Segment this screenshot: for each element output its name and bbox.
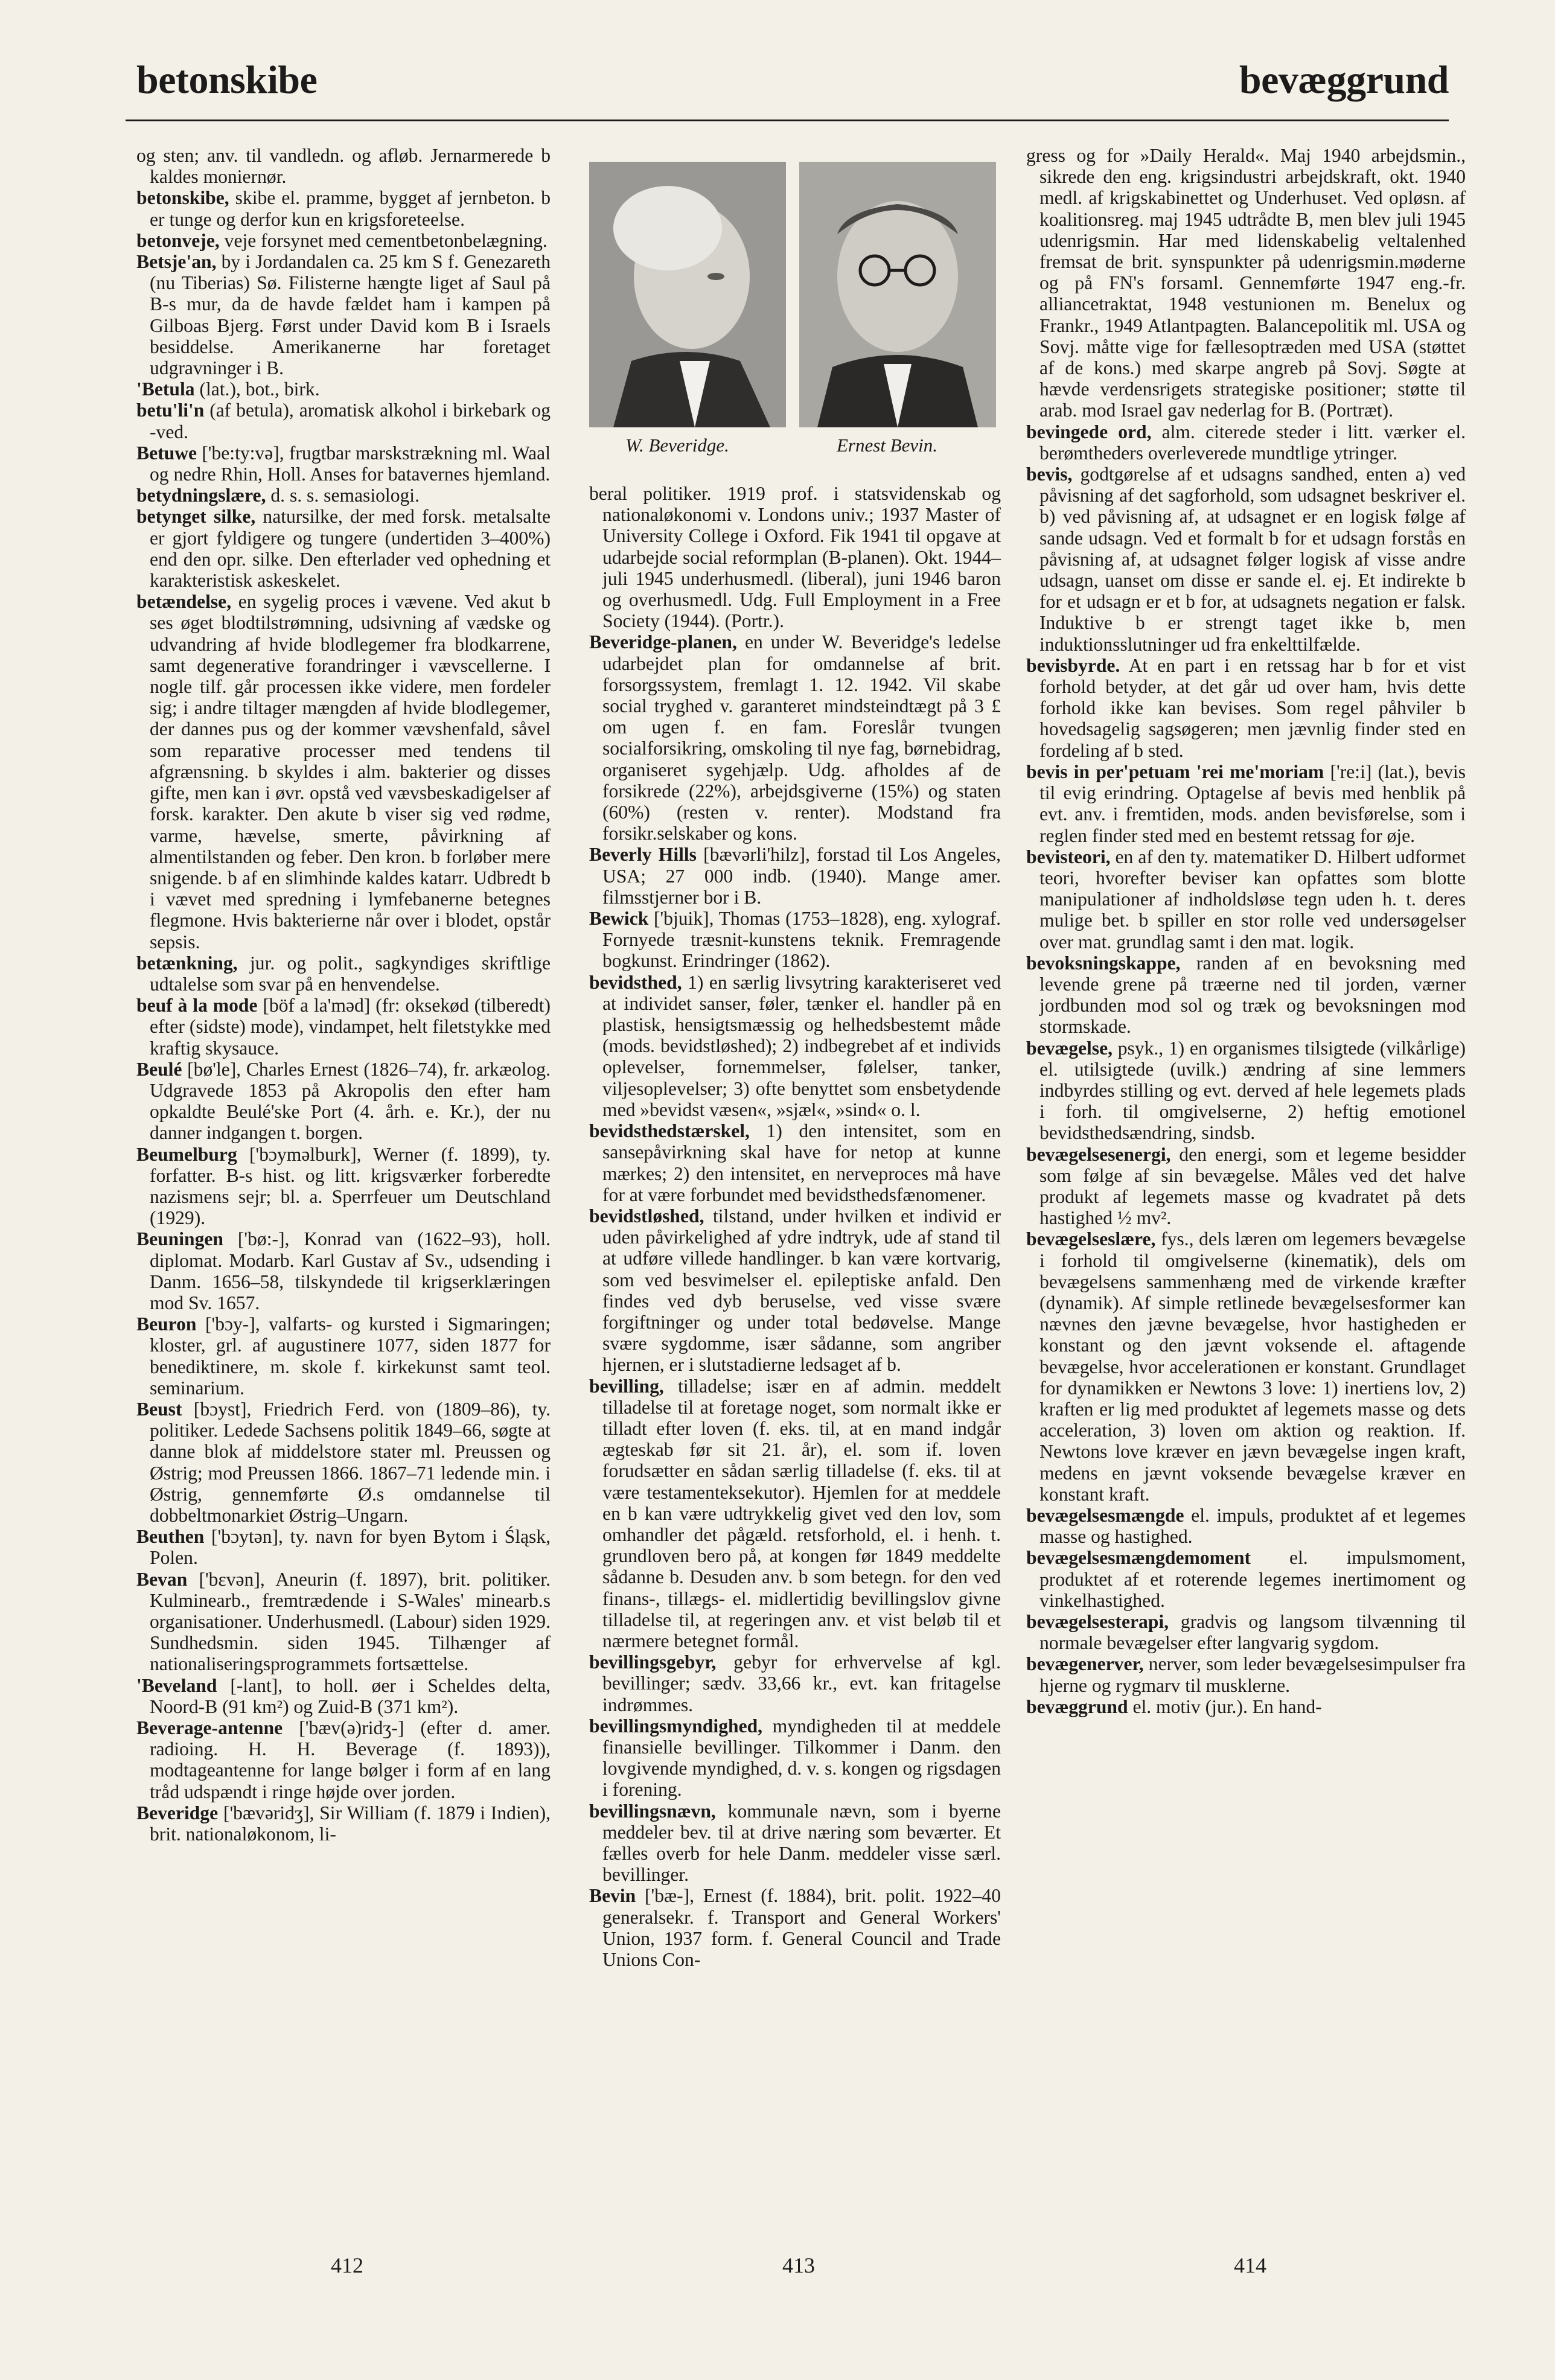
dictionary-entry (136, 1802, 551, 1845)
dictionary-entry (1026, 421, 1466, 464)
entry-text: gradvis og langsom tilvænning til normale bevægelser efter langvarig sygdom. (1039, 1611, 1466, 1654)
dictionary-entry (136, 1313, 551, 1399)
dictionary-entry (136, 251, 551, 378)
entry-text: d. s. s. semasiologi. (266, 485, 420, 506)
portrait-photos (589, 162, 1001, 458)
entry-headword: bevidsthedstærskel, (589, 1120, 750, 1142)
entry-text: [bø'le], Charles Ernest (1826–74), fr. arkæolog. Udgravede 1853 på Akropolis den efter ham opkaldte Beulé'ske Port (4. årh. e. Kr.), der nu danner indgangen t. borgen. (150, 1058, 551, 1144)
entry-text: den energi, som et legeme besidder som følge af sin bevægelse. Måles ved det halve produkt af legemets masse og kvadratet på dets hastighed ½ mv². (1039, 1143, 1466, 1229)
entry-headword: betydningslære, (136, 485, 266, 506)
portrait-beveridge (589, 162, 786, 427)
entry-text: by i Jordandalen ca. 25 km S f. Genezareth (nu Tiberias) Sø. Filisterne hængte liget af Saul på B-s mur, da de havde fældet ham i kampen på Gilboas Bjerg. Først under David kom B i Israels besiddelse. Amerikanerne har foretaget udgravninger i B. (150, 251, 551, 379)
entry-text: el. impulsmoment, produktet af et roterende legemes inertimoment og vinkelhastighed. (1039, 1547, 1466, 1611)
entry-headword: Betuwe (136, 442, 197, 464)
entry-headword: beuf à la mode (136, 995, 258, 1016)
dictionary-entry (136, 952, 551, 995)
dictionary-entry (1026, 464, 1466, 655)
entry-text: randen af en bevoksning med levende grene på træerne ned til jorden, værner jordbunden mod sol og træk og bevoksningen mod stormskade. (1039, 952, 1466, 1038)
entry-headword: bevægelseslære, (1026, 1228, 1156, 1250)
dictionary-entry (1026, 655, 1466, 761)
dictionary-entry (136, 230, 551, 251)
entry-text: gress og for »Daily Herald«. Maj 1940 arbejdsmin., sikrede den eng. krigsindustri arbejdskraft, okt. 1940 medl. af krigskabinettet og Underhuset. Ved opløsn. af koalitionsreg. maj 1945 udtrådte B, men blev juli 1945 udenrigsmin. Har med lidenskabelig veltalenhed fremsat de brit. synspunkter på udenrigsmin.møderne og på FN's forsaml. Gennemførte 1947 eng.-fr. alliancetraktat, 1948 vestunionen m. Benelux og Frankr., 1949 Atlantpagten. Balancepolitik ml. USA og Sovj. måtte vige for fællesoptræden med USA (støttet af de kons.) med skarpe angreb på Sovj. Søgte at hævde verdensrigets strategiske positioner; støtte til arab. mod Israel gav nederlag for B. (Portræt). (1026, 145, 1466, 421)
entry-headword: bevoksningskappe, (1026, 952, 1181, 974)
portrait-bevin (799, 162, 996, 427)
entry-text: ['bjuik], Thomas (1753–1828), eng. xylograf. Fornyede træsnit-kunstens teknik. Fremragende bogkunst. Erindringer (1862). (602, 908, 1001, 972)
entry-text: tilladelse; især en af admin. meddelt tilladelse til at foretage noget, som normalt ikke er tilladt efter loven (f. eks. til, at en mand indgår ægteskab før sit 21. år), el. som if. loven forudsætter en sådan særlig tilladelse (f. eks. til at være testamenteksekutor). Hjemlen for at meddele en b kan være udtrykkelig givet ved den lov, som omhandler det pågæld. retsforhold, el. i henh. t. grundloven bero på, at kongen før 1849 meddelte sådanne b. Desuden anv. b som betegn. for den ved finans-, tillægs- el. midlertidig bevillingslov givne tilladelse til, at regeringen anv. et vist beløb til et nærmere betegnet formål. (602, 1375, 1001, 1651)
entry-text: tilstand, under hvilken et individ er uden påvirkelighed af ydre indtryk, ude af stand til at udføre villede handlinger. b kan være kortvarig, som ved besvimelser el. epileptiske anfald. Den findes ved dyb beruselse, ved visse svære forgiftninger og under total bedøvelse. Mange svære sygdomme, især sådanne, som angriber hjernen, er i slutstadierne ledsaget af b. (602, 1205, 1001, 1376)
entry-headword: bevillingsnævn, (589, 1800, 716, 1822)
entry-headword: bevilling, (589, 1375, 664, 1397)
entry-text: beral politiker. 1919 prof. i statsvidenskab og nationaløkonomi v. Londons univ.; 1937 Master of University College i Oxford. Fik 1941 til opgave at udarbejde social reformplan (B-planen). Okt. 1944–juli 1945 underhusmedl. (liberal), juni 1946 baron og overhusmedl. Udg. Full Employment in a Free Society (1944). (Portr.). (589, 483, 1001, 632)
dictionary-entry (136, 187, 551, 229)
dictionary-entry (136, 1526, 551, 1568)
entry-text: [böf a la'məd] (fr: oksekød (tilberedt) efter (sidste) mode), vindampet, helt filetstykke med kraftig skysauce. (150, 995, 551, 1059)
entry-text: kommunale nævn, som i byerne meddeler bev. til at drive næring som beværter. Et fælles overb for hele Danm. meddeler visse særl. bevillinger. (602, 1800, 1001, 1886)
entry-headword: bevægelse, (1026, 1037, 1113, 1059)
entry-text: el. motiv (jur.). En hand- (1128, 1696, 1322, 1717)
entry-text: ['bø:-], Konrad van (1622–93), holl. diplomat. Modarb. Karl Gustav af Sv., udsending i Danm. 1656–58, tilskyndede til krigserklæringen mod Sv. 1657. (150, 1228, 551, 1313)
entry-headword: Beuron (136, 1313, 197, 1335)
entry-headword: bevis in per'petuam 'rei me'moriam (1026, 761, 1324, 782)
entry-text: el. impuls, produktet af et legemes masse og hastighed. (1039, 1505, 1466, 1548)
dictionary-entry (589, 908, 1001, 972)
entry-headword: Beumelburg (136, 1143, 237, 1165)
dictionary-entry (136, 378, 551, 400)
dictionary-entry (1026, 1144, 1466, 1229)
entry-headword: bevillingsgebyr, (589, 1651, 717, 1673)
entry-headword: Beverly Hills (589, 844, 697, 866)
entry-text: ['bɔyməlburk], Werner (f. 1899), ty. forfatter. B-s hist. og litt. krigsværker forberedte nazismens sejr; bl. a. Sperrfeuer um Deutschland (1929). (150, 1143, 551, 1229)
entry-text: psyk., 1) en organismes tilsigtede (vilkårlige) el. utilsigtede (uvilk.) ændring af sine lemmers indbyrdes stilling og evt. derved af hele legemets plads i forh. til omgivelserne, 2) heftig emotionel bevidsthedsændring, sindsb. (1039, 1037, 1466, 1144)
entry-text: en af den ty. matematiker D. Hilbert udformet teori, hvorefter beviser kan opfattes som blotte manipulationer af indholdsløse tegn uden h. t. deres mulige bet. b spiller en stor rolle ved undersøgelser over mat. grundlag samt i den mat. logik. (1039, 846, 1466, 952)
entry-headword: bevægelsesterapi, (1026, 1611, 1169, 1633)
entry-headword: bevægelsesmængdemoment (1026, 1547, 1251, 1569)
entry-text: natursilke, der med forsk. metalsalte er gjort fyldigere og tungere (undertiden 3–400%) end den opr. silke. Den efterlader ved ophedning et karakteristisk askeskelet. (150, 506, 551, 592)
entry-headword: Beveridge-planen, (589, 631, 737, 653)
entry-headword: Beust (136, 1398, 182, 1420)
page-number-right: 414 (1234, 2253, 1266, 2277)
entry-headword: bevægelsesenergi, (1026, 1143, 1171, 1165)
entry-text: [bɔyst], Friedrich Ferd. von (1809–86), ty. politiker. Ledede Sachsens politik 1849–66, søgte at danne blok af middelstore stater ml. Preussen og Østrig; mod Preussen 1866. 1867–71 ledende min. i Østrig, gennemførte Ø.s omdannelse til dobbeltmonarkiet Østrig–Ungarn. (150, 1398, 551, 1526)
dictionary-entry (136, 145, 551, 187)
entry-text: At en part i en retssag har b for et vist forhold betyder, at det går ud over ham, hvis dette forhold ikke kan bevises. Som regel påhviler b hovedsagelig sagsøgeren; men jævnlig finder sted en fordeling af b sted. (1039, 654, 1466, 761)
entry-headword: Bevan (136, 1568, 188, 1590)
entry-headword: betu'li'n (136, 400, 205, 421)
entry-text: ['bεvən], Aneurin (f. 1897), brit. politiker. Kulminearb., fremtrædende i S-Wales' minearb.s organisationer. Underhusmedl. (Labour) siden 1929. Sundhedsmin. siden 1945. Tilhænger af nationaliseringsprogrammets fortsættelse. (150, 1568, 551, 1675)
entry-headword: Beverage-antenne (136, 1717, 283, 1739)
dictionary-entry (589, 1120, 1001, 1205)
column-3 (1026, 145, 1466, 1717)
entry-headword: bevisbyrde. (1026, 654, 1120, 676)
entry-text: en sygelig proces i vævene. Ved akut b ses øget blodtilstrømning, udsivning af vædske og udvandring af hvide blodlegemer fra blodkarrene, samt degenerative forandringer i vævscellerne. I nogle tilf. går processen ikke videre, men fordeler sig; i andre tiltager mængden af hvide blodlegemer, der dannes pus og der kommer vævshenfald, såvel som reparative processer med tendens til afgrænsning. b skyldes i alm. bakterier og disses gifte, men kan i øvr. opstå ved vævsbeskadigelser af forsk. karakter. Den akute b viser sig ved rødme, varme, hævelse, smerte, påvirkning af almentilstanden og feber. Den kron. b forløber mere snigende. b af en slimhinde kaldes katarr. Udbredt b i vævet med spredning i lymfebanerne betegnes flegmone. Hvis bakterierne når over i blodet, opstår sepsis. (150, 591, 551, 952)
entry-headword: betonveje, (136, 229, 220, 251)
dictionary-entry (1026, 1611, 1466, 1653)
dictionary-entry (1026, 1547, 1466, 1611)
entry-headword: betænkning, (136, 952, 238, 974)
entry-text: [bævərli'hilz], forstad til Los Angeles, USA; 27 000 indb. (1940). Mange amer. filmsstjerner bor i B. (602, 844, 1001, 908)
column-2 (589, 483, 1001, 1970)
dictionary-entry (1026, 1038, 1466, 1144)
dictionary-entry (1026, 1653, 1466, 1696)
dictionary-entry (589, 1801, 1001, 1886)
entry-headword: 'Beveland (136, 1674, 217, 1696)
entry-text: ['bævəridʒ], Sir William (f. 1879 i Indien), brit. nationaløkonom, li- (150, 1802, 551, 1845)
entry-text: (lat.), bot., birk. (194, 378, 320, 400)
entry-headword: bevingede ord, (1026, 421, 1152, 442)
dictionary-entry (589, 1885, 1001, 1970)
entry-headword: betonskibe, (136, 187, 229, 209)
entry-text: og sten; anv. til vandledn. og afløb. Jernarmerede b kaldes moniernør. (136, 145, 551, 188)
entry-text: godtgørelse af et udsagns sandhed, enten a) ved påvisning af det sagforhold, som udsagnet beskriver el. b) ved påvisning af, at udsagnet er en logisk følge af sande udsagn. Ved et formalt b for et udsagn forstås en påvisning af, at udsagnet følger logisk af visse andre udsagn, uanset om disse er sande el. ej. Et indirekte b for et udsagn er et b for, at udsagnets negation er falsk. Induktive b er strengt taget ikke b, men induktionsslutninger ud fra enkelttilfælde. (1039, 464, 1466, 655)
entry-headword: betændelse, (136, 591, 232, 613)
dictionary-entry (136, 506, 551, 591)
running-head-left: betonskibe (136, 58, 318, 102)
entry-text: ['bæ-], Ernest (f. 1884), brit. polit. 1922–40 generalsekr. f. Transport and General Workers' Union, 1937 form. f. General Council and Trade Unions Con- (602, 1885, 1001, 1971)
dictionary-entry (589, 1376, 1001, 1652)
dictionary-entry (589, 1205, 1001, 1376)
entry-text: en under W. Beveridge's ledelse udarbejdet plan for omdannelse af brit. forsorgssystem, fremlagt 1. 12. 1942. Vil skabe social tryghed v. garanteret mindsteindtægt på 3 £ om ugen f. en fam. Foreslår tvungen socialforsikring, omskoling til nye fag, børnebidrag, organiseret sygehjælp. Udg. afholdes af de forsikrede (22%), arbejdsgiverne (15%) og staten (60%) (resten v. renter). Modstand fra forsikr.selskaber og kons. (602, 631, 1001, 844)
entry-headword: Beuthen (136, 1526, 205, 1548)
dictionary-entry (1026, 1696, 1466, 1717)
dictionary-entry (136, 1228, 551, 1313)
entry-headword: bevillingsmyndighed, (589, 1715, 763, 1737)
dictionary-entry (589, 1715, 1001, 1801)
entry-text: ['be:ty:və], frugtbar marskstrækning ml. Waal og nedre Rhin, Holl. Anses for batavernes hjemland. (150, 442, 551, 485)
entry-text: [-lant], to holl. øer i Scheldes delta, Noord-B (91 km²) og Zuid-B (371 km²). (150, 1674, 551, 1717)
dictionary-entry (1026, 145, 1466, 421)
dictionary-entry (1026, 952, 1466, 1038)
entry-text: myndigheden til at meddele finansielle bevillinger. Tilkommer i Danm. den lovgivende myndighed, d. v. s. kongen og rigsdagen i forening. (602, 1715, 1001, 1801)
entry-text: ['bɔy-], valfarts- og kursted i Sigmaringen; kloster, grl. af augustinere 1077, siden 1877 for benediktinere, m. skole f. kirkekunst samt teol. seminarium. (150, 1313, 551, 1399)
entry-headword: bevis, (1026, 464, 1073, 485)
entry-text: veje forsynet med cementbetonbelægning. (219, 229, 548, 251)
dictionary-entry (589, 483, 1001, 631)
entry-headword: Beuningen (136, 1228, 223, 1250)
dictionary-entry (1026, 1228, 1466, 1505)
entry-headword: Bevin (589, 1885, 636, 1907)
dictionary-entry (136, 1569, 551, 1675)
entry-headword: bevidsthed, (589, 971, 682, 993)
dictionary-entry (136, 1399, 551, 1526)
entry-text: 1) en særlig livsytring karakteriseret ved at individet sanser, føler, tænker el. handler på en plastisk, hensigtsmæssig og helhedsbestemt måde (mods. bevidstløshed); 2) indbegrebet af et individs oplevelser, fornemmelser, følelser, tanker, viljesoplevelser; 3) ofte benyttet som ensbetydende med »bevidst væsen«, »sjæl«, »sind« o. l. (602, 971, 1001, 1120)
dictionary-entry (136, 400, 551, 442)
dictionary-entry (589, 631, 1001, 844)
entry-headword: bevægenerver, (1026, 1653, 1144, 1675)
entry-headword: Beulé (136, 1058, 182, 1080)
entry-text: 1) den intensitet, som en sansepåvirkning skal have for netop at kunne mærkes; 2) den intensitet, en nerveproces må have for at være forbundet med bevidsthedsfænomener. (602, 1120, 1001, 1205)
entry-text: alm. citerede steder i litt. værker el. berømtheders overleverede mundtlige ytringer. (1039, 421, 1466, 464)
entry-text: ['re:i] (lat.), bevis til evig erindring. Optagelse af bevis med henblik på evt. anv. i fremtiden, mods. anden bevisførelse, som i reglen finder sted med en bestemt retssag for øje. (1039, 761, 1466, 846)
caption-bevin: Ernest Bevin. (837, 435, 938, 456)
running-head-right: bevæggrund (1239, 58, 1449, 102)
entry-text: ['bɔytən], ty. navn for byen Bytom i Śląsk, Polen. (150, 1526, 551, 1569)
caption-beveridge: W. Beveridge. (625, 435, 729, 456)
dictionary-entry (136, 485, 551, 506)
dictionary-entry (1026, 1505, 1466, 1547)
entry-headword: bevæggrund (1026, 1696, 1128, 1717)
entry-text: fys., dels læren om legemers bevægelse i forhold til omgivelserne (kinematik), dels om bevægelsens sammenhæng med de virkende kræfter (dynamik). Af simple retlinede bevægelsesformer kan nævnes den jævne bevægelse, hvor hastigheden er konstant og den jævnt voksende el. aftagende bevægelse, hvor accelerationen er konstant. Grundlaget for dynamikken er Newtons 3 love: 1) inertiens lov, 2) kraften er lig med produktet af legemets masse og dets acceleration, 3) loven om aktion og reaktion. If. Newtons love kræver en jævn bevægelse ingen kraft, medens en jævnt voksende bevægelse kræver en konstant kraft. (1039, 1228, 1466, 1505)
header-rule (126, 120, 1449, 121)
entry-headword: Bewick (589, 908, 649, 930)
entry-text: gebyr for erhvervelse af kgl. bevillinger; sædv. 33,66 kr., evt. kan fritagelse indrømmes. (602, 1651, 1001, 1715)
dictionary-entry (136, 1059, 551, 1144)
dictionary-entry (589, 1651, 1001, 1715)
entry-headword: Beveridge (136, 1802, 219, 1823)
entry-text: (af betula), aromatisk alkohol i birkebark og -ved. (150, 400, 551, 442)
dictionary-entry (136, 591, 551, 952)
dictionary-entry (136, 1144, 551, 1229)
dictionary-entry (136, 1717, 551, 1802)
dictionary-entry (136, 995, 551, 1059)
entry-headword: bevægelsesmængde (1026, 1505, 1184, 1526)
entry-text: ['bæv(ə)ridʒ-] (efter d. amer. radioing. H. H. Beverage (f. 1893)), modtageantenne for lange bølger i form af en lang tråd udspændt i ringe højde over jorden. (150, 1717, 551, 1802)
entry-headword: bevidstløshed, (589, 1205, 704, 1227)
page-number-left: 412 (331, 2253, 363, 2277)
entry-text: skibe el. pramme, bygget af jernbeton. b er tunge og derfor kun en krigsforeteelse. (150, 187, 551, 230)
dictionary-entry (589, 972, 1001, 1120)
column-1 (136, 145, 551, 1845)
entry-headword: betynget silke, (136, 506, 256, 528)
entry-headword: 'Betula (136, 378, 195, 400)
dictionary-entry (1026, 846, 1466, 952)
entry-text: jur. og polit., sagkyndiges skriftlige udtalelse som svar på en henvendelse. (150, 952, 551, 995)
dictionary-entry (136, 442, 551, 485)
entry-headword: bevisteori, (1026, 846, 1111, 867)
entry-headword: Betsje'an, (136, 251, 217, 273)
dictionary-entry (1026, 761, 1466, 846)
dictionary-entry (136, 1675, 551, 1717)
entry-text: nerver, som leder bevægelsesimpulser fra hjerne og rygmarv til musklerne. (1039, 1653, 1466, 1696)
page-number-middle: 413 (782, 2253, 815, 2277)
dictionary-entry (589, 844, 1001, 908)
